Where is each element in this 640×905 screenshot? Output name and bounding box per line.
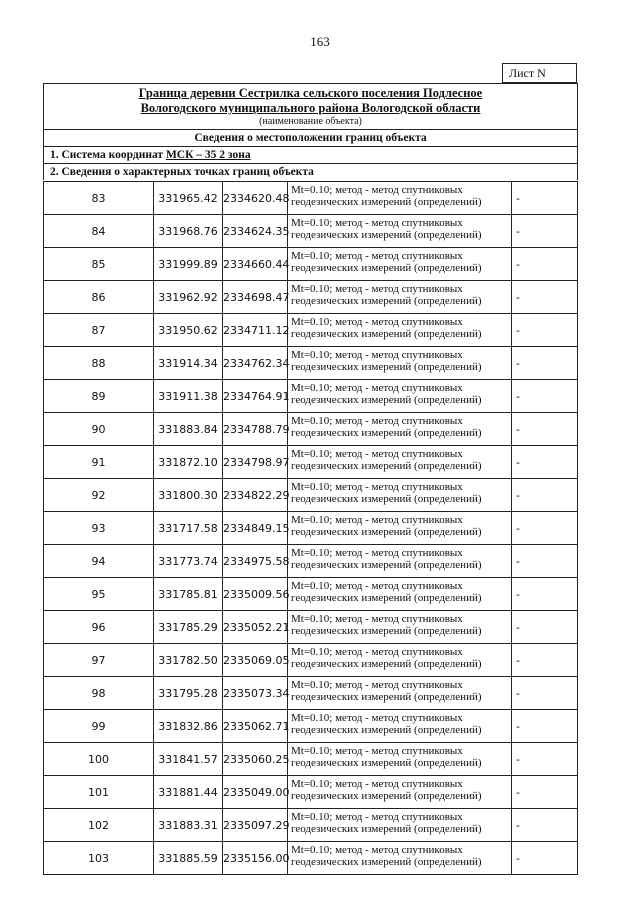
method-line-1: Mt=0.10; метод - метод спутниковых	[291, 316, 463, 328]
method-line-2: геодезических измерений (определений)	[291, 691, 482, 703]
point-y: 2335069.05	[223, 644, 288, 677]
point-method	[288, 743, 512, 776]
point-number: 100	[44, 743, 154, 776]
point-note: -	[512, 380, 578, 413]
point-method	[288, 314, 512, 347]
point-note: -	[512, 776, 578, 809]
point-x: 331832.86	[154, 710, 223, 743]
table-row	[44, 446, 578, 479]
point-number: 95	[44, 578, 154, 611]
point-x: 331883.31	[154, 809, 223, 842]
point-x: 331785.29	[154, 611, 223, 644]
method-line-1: Mt=0.10; метод - метод спутниковых	[291, 481, 463, 493]
point-y: 2334698.47	[223, 281, 288, 314]
point-x: 331773.74	[154, 545, 223, 578]
method-line-1: Mt=0.10; метод - метод спутниковых	[291, 415, 463, 427]
method-line-2: геодезических измерений (определений)	[291, 361, 482, 373]
point-x: 331782.50	[154, 644, 223, 677]
point-y: 2334798.97	[223, 446, 288, 479]
method-line-1: Mt=0.10; метод - метод спутниковых	[291, 184, 463, 196]
table-row	[44, 677, 578, 710]
point-note: -	[512, 842, 578, 875]
method-line-1: Mt=0.10; метод - метод спутниковых	[291, 844, 463, 856]
table-row	[44, 578, 578, 611]
method-line-2: геодезических измерений (определений)	[291, 460, 482, 472]
method-line-2: геодезических измерений (определений)	[291, 394, 482, 406]
point-x: 331950.62	[154, 314, 223, 347]
point-x: 331800.30	[154, 479, 223, 512]
point-method	[288, 776, 512, 809]
point-method	[288, 248, 512, 281]
point-y: 2334849.15	[223, 512, 288, 545]
method-line-1: Mt=0.10; метод - метод спутниковых	[291, 514, 463, 526]
method-line-1: Mt=0.10; метод - метод спутниковых	[291, 283, 463, 295]
method-line-1: Mt=0.10; метод - метод спутниковых	[291, 811, 463, 823]
point-note: -	[512, 248, 578, 281]
table-row	[44, 512, 578, 545]
point-number: 89	[44, 380, 154, 413]
point-y: 2334788.79	[223, 413, 288, 446]
point-method	[288, 446, 512, 479]
point-x: 331968.76	[154, 215, 223, 248]
page-number: 163	[310, 34, 330, 49]
point-y: 2335009.56	[223, 578, 288, 611]
point-x: 331785.81	[154, 578, 223, 611]
point-note: -	[512, 182, 578, 215]
point-method	[288, 182, 512, 215]
point-method	[288, 611, 512, 644]
point-x: 331841.57	[154, 743, 223, 776]
point-y: 2334975.58	[223, 545, 288, 578]
point-x: 331883.84	[154, 413, 223, 446]
method-line-2: геодезических измерений (определений)	[291, 592, 482, 604]
method-line-1: Mt=0.10; метод - метод спутниковых	[291, 547, 463, 559]
point-note: -	[512, 578, 578, 611]
point-x: 331914.34	[154, 347, 223, 380]
point-y: 2334660.44	[223, 248, 288, 281]
table-row	[44, 776, 578, 809]
method-line-2: геодезических измерений (определений)	[291, 724, 482, 736]
point-y: 2334620.48	[223, 182, 288, 215]
method-line-1: Mt=0.10; метод - метод спутниковых	[291, 613, 463, 625]
point-note: -	[512, 545, 578, 578]
method-line-2: геодезических измерений (определений)	[291, 295, 482, 307]
table-row	[44, 182, 578, 215]
point-method	[288, 512, 512, 545]
coordinate-system-prefix: 1. Система координат	[50, 149, 166, 161]
method-line-2: геодезических измерений (определений)	[291, 625, 482, 637]
method-line-2: геодезических измерений (определений)	[291, 823, 482, 835]
point-note: -	[512, 215, 578, 248]
point-method	[288, 578, 512, 611]
method-line-1: Mt=0.10; метод - метод спутниковых	[291, 448, 463, 460]
point-number: 83	[44, 182, 154, 215]
table-row	[44, 479, 578, 512]
method-line-1: Mt=0.10; метод - метод спутниковых	[291, 250, 463, 262]
object-title	[44, 84, 577, 130]
point-number: 92	[44, 479, 154, 512]
point-note: -	[512, 446, 578, 479]
table-row	[44, 215, 578, 248]
point-x: 331717.58	[154, 512, 223, 545]
point-note: -	[512, 710, 578, 743]
point-number: 85	[44, 248, 154, 281]
point-method	[288, 545, 512, 578]
table-row	[44, 545, 578, 578]
document-header	[43, 83, 578, 180]
method-line-1: Mt=0.10; метод - метод спутниковых	[291, 646, 463, 658]
table-row	[44, 743, 578, 776]
point-y: 2335060.25	[223, 743, 288, 776]
point-method	[288, 347, 512, 380]
point-number: 96	[44, 611, 154, 644]
point-y: 2335052.21	[223, 611, 288, 644]
point-number: 94	[44, 545, 154, 578]
point-number: 103	[44, 842, 154, 875]
method-line-2: геодезических измерений (определений)	[291, 526, 482, 538]
table-row	[44, 842, 578, 875]
method-line-1: Mt=0.10; метод - метод спутниковых	[291, 679, 463, 691]
point-method	[288, 281, 512, 314]
title-line-2: Вологодского муниципального района Вологодской области	[140, 101, 481, 115]
points-table-body	[44, 182, 578, 875]
point-number: 91	[44, 446, 154, 479]
coordinate-system-value: МСК – 35 2 зона	[165, 149, 251, 161]
point-note: -	[512, 281, 578, 314]
sheet-label: Лист N	[502, 63, 577, 83]
point-number: 99	[44, 710, 154, 743]
method-line-1: Mt=0.10; метод - метод спутниковых	[291, 712, 463, 724]
point-number: 98	[44, 677, 154, 710]
method-line-2: геодезических измерений (определений)	[291, 262, 482, 274]
method-line-2: геодезических измерений (определений)	[291, 559, 482, 571]
points-heading: 2. Сведения о характерных точках границ объекта	[50, 166, 314, 178]
title-subtitle: (наименование объекта)	[259, 116, 362, 127]
point-method	[288, 644, 512, 677]
point-note: -	[512, 347, 578, 380]
point-y: 2335062.71	[223, 710, 288, 743]
point-number: 87	[44, 314, 154, 347]
table-row	[44, 248, 578, 281]
point-y: 2335073.34	[223, 677, 288, 710]
method-line-2: геодезических измерений (определений)	[291, 427, 482, 439]
point-number: 86	[44, 281, 154, 314]
table-row	[44, 314, 578, 347]
point-x: 331885.59	[154, 842, 223, 875]
point-note: -	[512, 314, 578, 347]
point-y: 2335097.29	[223, 809, 288, 842]
method-line-1: Mt=0.10; метод - метод спутниковых	[291, 349, 463, 361]
point-note: -	[512, 644, 578, 677]
point-method	[288, 215, 512, 248]
method-line-1: Mt=0.10; метод - метод спутниковых	[291, 382, 463, 394]
point-method	[288, 479, 512, 512]
point-x: 331965.42	[154, 182, 223, 215]
point-number: 88	[44, 347, 154, 380]
table-row	[44, 809, 578, 842]
method-line-2: геодезических измерений (определений)	[291, 790, 482, 802]
point-x: 331962.92	[154, 281, 223, 314]
method-line-2: геодезических измерений (определений)	[291, 229, 482, 241]
point-note: -	[512, 413, 578, 446]
point-note: -	[512, 743, 578, 776]
table-row	[44, 281, 578, 314]
points-table	[43, 181, 578, 875]
section-title: Сведения о местоположении границ объекта	[44, 130, 577, 147]
coordinate-system	[44, 147, 577, 164]
title-line-1: Граница деревни Сестрилка сельского поселения Подлесное	[138, 86, 483, 100]
point-note: -	[512, 809, 578, 842]
point-y: 2334762.34	[223, 347, 288, 380]
method-line-2: геодезических измерений (определений)	[291, 328, 482, 340]
point-method	[288, 710, 512, 743]
point-y: 2334624.35	[223, 215, 288, 248]
point-x: 331872.10	[154, 446, 223, 479]
point-method	[288, 380, 512, 413]
point-note: -	[512, 677, 578, 710]
point-note: -	[512, 479, 578, 512]
method-line-1: Mt=0.10; метод - метод спутниковых	[291, 745, 463, 757]
method-line-2: геодезических измерений (определений)	[291, 196, 482, 208]
point-x: 331795.28	[154, 677, 223, 710]
method-line-1: Mt=0.10; метод - метод спутниковых	[291, 217, 463, 229]
method-line-2: геодезических измерений (определений)	[291, 493, 482, 505]
point-x: 331999.89	[154, 248, 223, 281]
point-method	[288, 677, 512, 710]
point-y: 2335156.00	[223, 842, 288, 875]
method-line-2: геодезических измерений (определений)	[291, 658, 482, 670]
point-x: 331881.44	[154, 776, 223, 809]
point-note: -	[512, 512, 578, 545]
point-method	[288, 413, 512, 446]
table-row	[44, 710, 578, 743]
table-row	[44, 380, 578, 413]
point-y: 2334711.12	[223, 314, 288, 347]
point-number: 93	[44, 512, 154, 545]
point-number: 101	[44, 776, 154, 809]
table-row	[44, 644, 578, 677]
point-y: 2334822.29	[223, 479, 288, 512]
point-y: 2334764.91	[223, 380, 288, 413]
point-method	[288, 809, 512, 842]
method-line-1: Mt=0.10; метод - метод спутниковых	[291, 778, 463, 790]
point-number: 90	[44, 413, 154, 446]
method-line-2: геодезических измерений (определений)	[291, 757, 482, 769]
table-row	[44, 611, 578, 644]
point-number: 84	[44, 215, 154, 248]
point-y: 2335049.00	[223, 776, 288, 809]
method-line-2: геодезических измерений (определений)	[291, 856, 482, 868]
point-x: 331911.38	[154, 380, 223, 413]
point-number: 97	[44, 644, 154, 677]
point-note: -	[512, 611, 578, 644]
point-method	[288, 842, 512, 875]
method-line-1: Mt=0.10; метод - метод спутниковых	[291, 580, 463, 592]
point-number: 102	[44, 809, 154, 842]
table-row	[44, 413, 578, 446]
table-row	[44, 347, 578, 380]
